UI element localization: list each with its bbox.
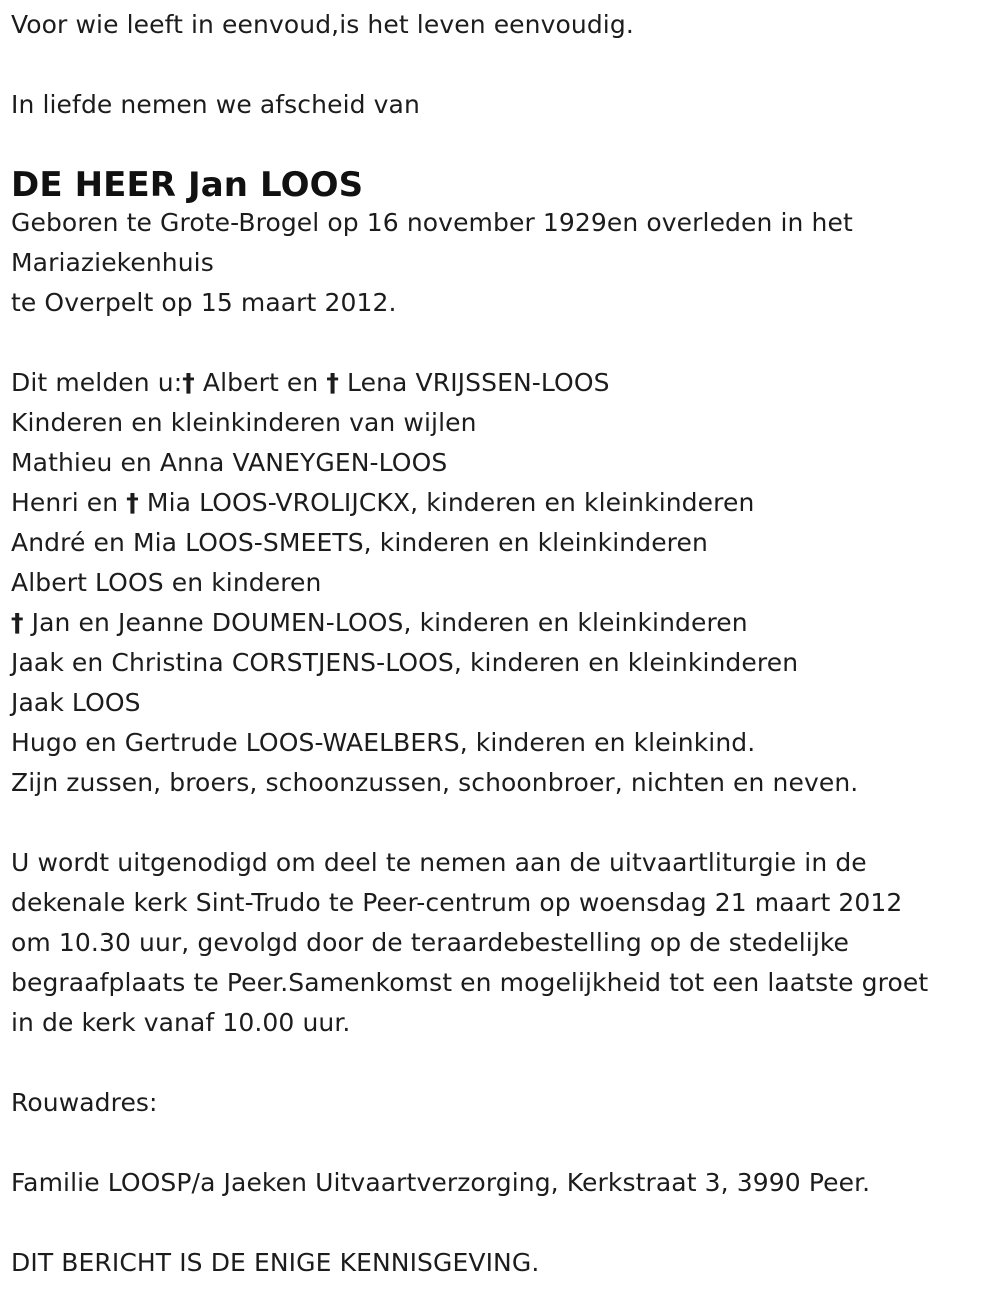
announcer-line: Hugo en Gertrude LOOS-WAELBERS, kinderen en kleinkind. <box>11 728 756 757</box>
announcer-line: Kinderen en kleinkinderen van wijlen <box>11 408 477 437</box>
birth-death-line: te Overpelt op 15 maart 2012. <box>11 288 397 317</box>
cross-icon: † <box>182 368 195 397</box>
spacer <box>11 45 996 85</box>
birth-death-line: Mariaziekenhuis <box>11 248 214 277</box>
closing-statement: DIT BERICHT IS DE ENIGE KENNISGEVING. <box>11 1248 540 1277</box>
deceased-name: DE HEER Jan LOOS <box>11 165 364 205</box>
cross-icon: † <box>126 488 139 517</box>
ceremony-line: dekenale kerk Sint-Trudo te Peer-centrum op woensdag 21 maart 2012 <box>11 888 903 917</box>
cross-icon: † <box>326 368 339 397</box>
ceremony-line: begraafplaats te Peer.Samenkomst en mogelijkheid tot een laatste groet <box>11 968 929 997</box>
announcer-text: Henri en <box>11 488 127 517</box>
announcer-line: Jaak LOOS <box>11 688 141 717</box>
ceremony-line: in de kerk vanaf 10.00 uur. <box>11 1008 351 1037</box>
announcer-line <box>11 483 996 523</box>
announcer-line <box>11 363 996 403</box>
spacer <box>11 1203 996 1243</box>
ceremony-line: om 10.30 uur, gevolgd door de teraardebestelling op de stedelijke <box>11 928 850 957</box>
cross-icon: † <box>11 608 24 637</box>
announcer-line: Albert LOOS en kinderen <box>11 568 322 597</box>
address-label: Rouwadres: <box>11 1088 158 1117</box>
spacer <box>11 1123 996 1163</box>
spacer <box>11 1043 996 1083</box>
announcer-line: Zijn zussen, broers, schoonzussen, schoonbroer, nichten en neven. <box>11 768 859 797</box>
birth-death-line: Geboren te Grote-Brogel op 16 november 1929en overleden in het <box>11 208 853 237</box>
announcer-text: Lena VRIJSSEN-LOOS <box>339 368 610 397</box>
announcer-text: Albert en <box>194 368 327 397</box>
ceremony-line: U wordt uitgenodigd om deel te nemen aan de uitvaartliturgie in de <box>11 848 867 877</box>
opening-quote: Voor wie leeft in eenvoud,is het leven eenvoudig. <box>11 10 634 39</box>
spacer <box>11 323 996 363</box>
spacer <box>11 125 996 165</box>
announcer-text: Jan en Jeanne DOUMEN-LOOS, kinderen en kleinkinderen <box>23 608 748 637</box>
announcer-line: Jaak en Christina CORSTJENS-LOOS, kinderen en kleinkinderen <box>11 648 799 677</box>
spacer <box>11 803 996 843</box>
obituary-notice <box>11 5 996 1283</box>
announcer-prefix: Dit melden u: <box>11 368 183 397</box>
address-value: Familie LOOSP/a Jaeken Uitvaartverzorging, Kerkstraat 3, 3990 Peer. <box>11 1168 871 1197</box>
announcer-line <box>11 603 996 643</box>
farewell-line: In liefde nemen we afscheid van <box>11 90 420 119</box>
announcer-line: Mathieu en Anna VANEYGEN-LOOS <box>11 448 448 477</box>
announcer-line: André en Mia LOOS-SMEETS, kinderen en kleinkinderen <box>11 528 708 557</box>
announcer-text: Mia LOOS-VROLIJCKX, kinderen en kleinkinderen <box>138 488 755 517</box>
